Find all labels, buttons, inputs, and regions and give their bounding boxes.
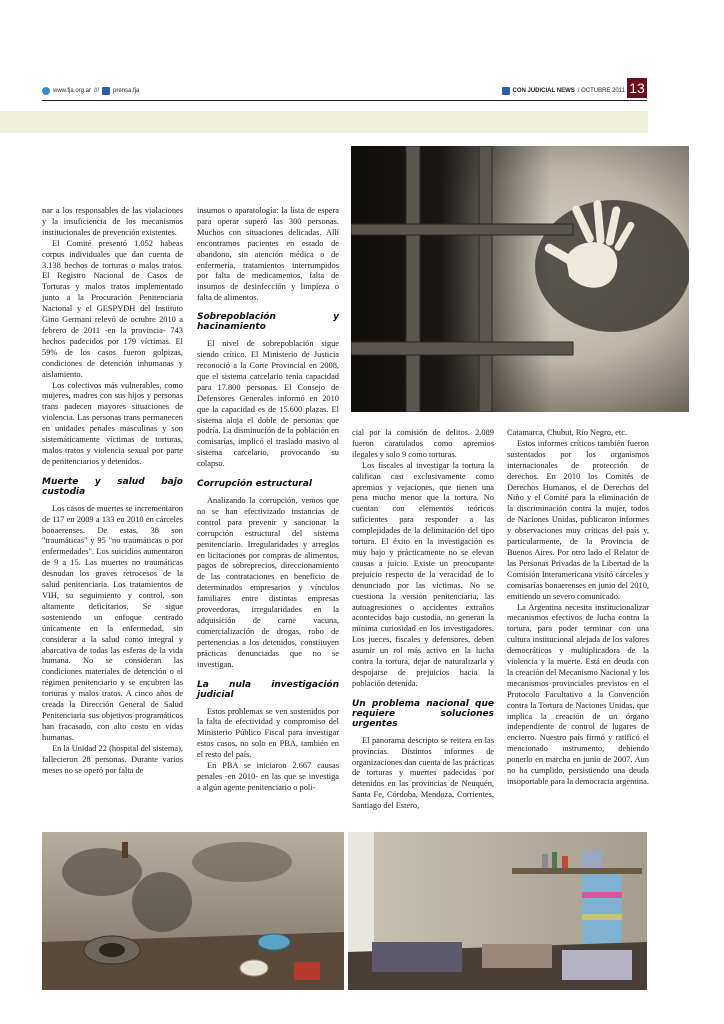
page-number: 13 [627, 78, 647, 98]
paragraph: Los casos de muertes se incrementaron de 117 en 2009 a 133 en 2010 en cárceles bonaerenses. De estas, 38 son "traumáticas" y 95 "no traumáticas o por enfermedades". Los suicidios aumentaron de 9 a 15. Las muertes no traumáticas desnudan los graves retrocesos de la salud penitenciaria. Los tratamientos de VIH, su seguimiento y control, son altamente deficitarios. Se sigue sosteniendo un enfoque centrado únicamente en la enfermedad, sin considerar a la salud como integral y abarcativa de todas las esferas de la vida humana. No se consideran las condiciones materiales de detención o el régimen penitenciario y se encubren las torturas y malos tratos. A cinco años de creada la Dirección General de Salud Penitenciaria sus objetivos programáticos han fracasado, con alto costo en vidas humanas. [42, 503, 183, 742]
prison-cell-photo [42, 832, 647, 990]
paragraph: El nivel de sobrepoblación sigue siendo crítico. El Ministerio de Justicia reconoció a la Corte Provincial en 2008, que el sistema carcelario tenía capacidad para 17.800 personas. El Consejo de Defensores Generales informó en 2010 que la capacidad es de 15.600 plazas. El sistema aloja el doble de personas que podría. La disminución de la población en comisarías, implicó el traslado masivo al sistema carcelario, provocando su colapso. [197, 339, 339, 469]
header-right [502, 87, 625, 95]
article-column-3 [352, 428, 494, 812]
paragraph: cial por la comisión de delitos. 2.089 fueron caratulados como apremios ilegales y solo 9 como torturas. [352, 428, 494, 459]
paragraph: Catamarca, Chubut, Río Negro, etc. [507, 428, 628, 437]
paragraph: Los colectivos más vulnerables, como mujeres, madres con sus hijos y personas trans padecen mayores situaciones de violencia. Las personas trans permanecen en unidades penales masculinas y son sistemáticamente víctimas de torturas, malos tratos y violencia sexual por parte de penitenciarios y detenidos. [42, 380, 183, 466]
paragraph: El Comité presentó 1.052 habeas corpus individuales que dan cuenta de 3.138 hechos de torturas o malos tratos. El Registro Nacional de Casos de Torturas y malos tratos implementado junto a la Procuración Penitenciaria Nacional y el GESPYDH del Instituto Gino Germani relevó de octubre 2010 a febrero de 2011 -en la provincia- 743 hechos padecidos por 179 víctimas. El 59% de los casos fueron golpizas, condiciones de detención inhumanas y aislamiento. [42, 238, 183, 379]
section-heading-sobrepoblacion: Sobrepoblación y hacinamiento [197, 312, 339, 333]
cell-bars-illustration [351, 146, 689, 412]
article-column-4 [507, 428, 649, 788]
color-band [0, 111, 648, 133]
paragraph: La Argentina necesita institucionalizar mecanismos efectivos de lucha contra la tortura, para poder terminar con una cultura institucional alejada de los valores democráticos y multiplicadora de la violencia y la muerte. Está en deuda con la creación del Mecanismo Nacional y los mecanismos provinciales previstos en el Protocolo Facultativo a la Convención contra la Tortura de Naciones Unidas, que implica la creación de un órgano independiente de control de lugares de encierro. Nuestro país firmó y ratificó el mencionado instrumento, debiendo ponerlo en marcha en junio de 2007. Aun no ha cumplido, persistiendo una deuda insoportable para la democracia argentina. [507, 602, 649, 786]
article-column-1 [42, 206, 183, 776]
cell-bars-photo [351, 146, 689, 412]
paragraph: Estos problemas se ven sostenidos por la falta de efectividad y compromiso del Ministerio Público Fiscal para investigar estos casos, no solo en PBA, también en el resto del país. [197, 706, 339, 760]
issue-date: / OCTUBRE 2011 [577, 88, 625, 94]
section-heading-corrupcion: Corrupción estructural [197, 479, 312, 490]
header-separator: /// [94, 88, 100, 94]
paragraph: nar a los responsables de las violaciones y la insuficiencia de los mecanismos institucionales de prevención existentes. [42, 206, 183, 237]
social-handle[interactable]: prensa.fja [113, 88, 140, 94]
paragraph: Estos informes críticos también fueron sustentados por los organismos internacionales de protección de derechos. En 2010 los Comités de Derechos Humanos, el de Derechos del Niño y el Comité para la eliminación de la discriminación contra la mujer, todos de Naciones Unidas, publicaron informes y observaciones muy críticas del país y, particularmente, de la Provincia de Buenos Aires. Por otro lado el Relator de las Personas Privadas de la Libertad de la Comisión Interamericana visitó cárceles y comisarías bonaerenses en junio del 2010, emitiendo un severo comunicado. [507, 438, 649, 601]
header-rule [42, 100, 647, 101]
paragraph: Los fiscales al investigar la tortura la califican casi exclusivamente como apremios y vejaciones, que tienen una pena mucho menor que la tortura. No cuentan con elementos teóricos suficientes para responder a las complejidades de la delimitación del tipo tortura. El éxito en la investigación es muy bajo y prácticamente no se elevan causas a juicio. Existe un preocupante prejuicio respecto de la veracidad de lo denunciado por las víctimas. No se cuestiona la versión penitenciaria, las autoagresiones o accidentes extraños acontecidos bajo custodia, no generan la mínima curiosidad en los investigadores. Los jueces, fiscales y defensores, deben asumir un rol más activo en la lucha contra la tortura, dejar de naturalizarla y despojarse de prejuicios hacia la población detenida. [352, 460, 494, 688]
prison-cell-illustration [42, 832, 647, 990]
section-heading-investigacion: La nula investigación judicial [197, 679, 339, 700]
facebook-icon [102, 87, 110, 95]
paragraph: insumos o aparatología: la lista de espera para operar superó las 300 personas. Muchos con situaciones delicadas. Allí encontramos pacientes en estado de abandono, sin atención médica o de enfermería, tratamientos interrumpidos por falta de medicamentos, falta de insumos de desinfección y limpieza o falta de alimentos. [197, 206, 339, 303]
header-left [42, 87, 139, 95]
globe-icon [42, 87, 50, 95]
section-heading-muerte-salud: Muerte y salud bajo custodia [42, 476, 183, 497]
facebook-icon [502, 87, 510, 95]
paragraph: En PBA se iniciaron 2.667 causas penales -en 2010- en las que se investiga a algún agente penitenciario o poli- [197, 761, 339, 792]
section-heading-problema-nacional: Un problema nacional que requiere soluciones urgentes [352, 698, 494, 729]
publication-name: CON JUDICIAL NEWS [512, 88, 575, 94]
paragraph: El panorama descripto se reitera en las provincias. Distintos informes de organizaciones dan cuenta de las prácticas de torturas y muertes padecidas por detenidos en las provincias de Neuquén, Santa Fe, Córdoba, Mendoza, Corrientes, Santiago del Estero, [352, 735, 494, 811]
article-column-2 [197, 206, 339, 794]
paragraph: En la Unidad 22 (hospital del sistema), fallecieron 28 personas. Durante varios meses no se operó por falta de [42, 743, 183, 775]
site-url[interactable]: www.fja.org.ar [53, 88, 92, 94]
paragraph: Analizando la corrupción, vemos que no se han efectivizado instancias de control para prevenir y sancionar la corrupción estructural del sistema penitenciario. Irregularidades y arreglos en licitaciones por compras de alimentos, pagos de sobreprecios, direccionamiento de las contrataciones en beneficio de determinados empresarios y vínculos familiares entre distintas empresas proveedoras, irregularidades en la adquisición de carne vacuna, comercialización de drogas, robo de pertenencias a los detenidos, constituyen prácticas denunciadas que no se investigan. [197, 496, 339, 669]
